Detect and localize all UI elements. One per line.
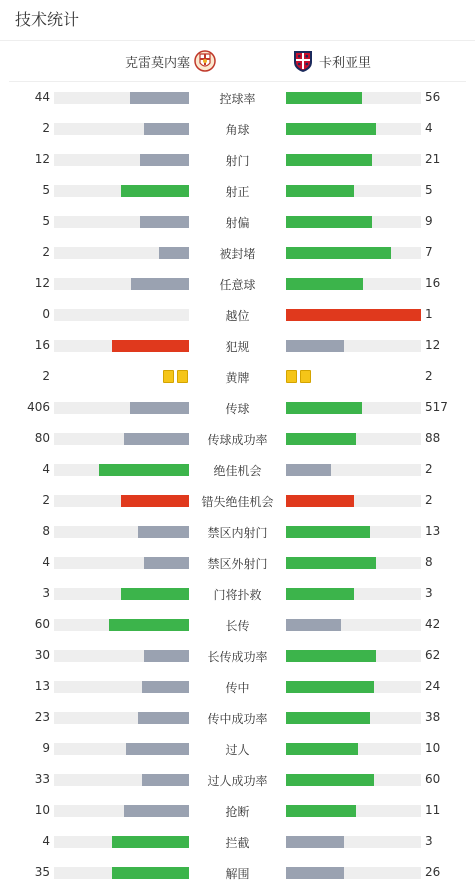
stat-label: 犯规 — [225, 340, 250, 354]
away-bar-track — [286, 743, 421, 755]
stat-row — [0, 423, 475, 454]
yellow-card-icon — [300, 370, 311, 383]
home-value: 44 — [34, 90, 50, 104]
home-bar-fill — [126, 743, 189, 755]
page-title: 技术统计 — [0, 0, 475, 41]
stat-label: 越位 — [225, 309, 250, 323]
away-bar-track — [286, 154, 421, 166]
home-bar-track — [54, 278, 189, 290]
away-bar-track — [286, 185, 421, 197]
away-value: 60 — [425, 772, 441, 786]
home-value: 5 — [42, 214, 50, 228]
away-value: 3 — [425, 834, 433, 848]
away-bar-fill — [286, 464, 331, 476]
home-bar-track — [54, 836, 189, 848]
away-bar-fill — [286, 712, 370, 724]
away-value: 9 — [425, 214, 433, 228]
stat-row — [0, 330, 475, 361]
home-value: 5 — [42, 183, 50, 197]
home-bar-track — [54, 247, 189, 259]
away-bar-fill — [286, 123, 376, 135]
away-value: 24 — [425, 679, 441, 693]
home-bar-fill — [144, 557, 189, 569]
away-bar-fill — [286, 805, 356, 817]
away-bar-track — [286, 92, 421, 104]
home-bar-track — [54, 867, 189, 879]
away-bar-track — [286, 247, 421, 259]
away-value: 13 — [425, 524, 441, 538]
cremonese-crest-icon — [194, 49, 216, 73]
home-value: 13 — [34, 679, 50, 693]
away-value: 5 — [425, 183, 433, 197]
stat-label: 任意球 — [219, 278, 256, 292]
home-bar-track — [54, 619, 189, 631]
home-value: 9 — [42, 741, 50, 755]
stat-row — [0, 671, 475, 702]
away-value: 56 — [425, 90, 441, 104]
home-bar-fill — [138, 526, 189, 538]
stat-row — [0, 485, 475, 516]
away-value: 26 — [425, 865, 441, 879]
home-bar-track — [54, 650, 189, 662]
home-bar-track — [54, 216, 189, 228]
home-value: 4 — [42, 555, 50, 569]
stat-label: 拦截 — [225, 836, 250, 850]
home-bar-fill — [112, 836, 189, 848]
stat-row — [0, 702, 475, 733]
away-bar-fill — [286, 433, 356, 445]
away-bar-fill — [286, 92, 362, 104]
home-value: 12 — [34, 276, 50, 290]
yellow-card-icon — [163, 370, 174, 383]
home-team-name: 克雷莫内塞 — [124, 55, 190, 71]
away-bar-track — [286, 340, 421, 352]
stat-label: 黄牌 — [225, 371, 250, 385]
away-value: 21 — [425, 152, 441, 166]
home-bar-fill — [140, 154, 189, 166]
stat-label: 错失绝佳机会 — [201, 495, 274, 509]
away-bar-fill — [286, 588, 354, 600]
stat-label: 传中 — [225, 681, 250, 695]
away-value: 8 — [425, 555, 433, 569]
home-value: 35 — [34, 865, 50, 879]
away-bar-track — [286, 712, 421, 724]
home-bar-fill — [121, 588, 189, 600]
home-value: 2 — [42, 121, 50, 135]
home-value: 2 — [42, 493, 50, 507]
home-bar-fill — [142, 681, 189, 693]
away-bar-fill — [286, 619, 341, 631]
stat-row — [0, 454, 475, 485]
stat-row — [0, 175, 475, 206]
home-value: 3 — [42, 586, 50, 600]
home-value: 80 — [34, 431, 50, 445]
yellow-card-icon — [177, 370, 188, 383]
stat-row — [0, 237, 475, 268]
home-bar-fill — [109, 619, 189, 631]
home-bar-fill — [144, 123, 189, 135]
away-bar-track — [286, 495, 421, 507]
home-value: 2 — [42, 369, 50, 383]
home-bar-track — [54, 340, 189, 352]
away-bar-fill — [286, 247, 391, 259]
away-bar-fill — [286, 557, 376, 569]
away-bar-fill — [286, 867, 344, 879]
away-yellow-cards — [286, 370, 311, 383]
away-value: 1 — [425, 307, 433, 321]
stat-row — [0, 764, 475, 795]
home-bar-track — [54, 92, 189, 104]
home-bar-track — [54, 185, 189, 197]
away-bar-fill — [286, 650, 376, 662]
stat-row — [0, 826, 475, 857]
stat-row — [0, 299, 475, 330]
away-value: 2 — [425, 493, 433, 507]
home-value: 2 — [42, 245, 50, 259]
away-bar-track — [286, 619, 421, 631]
home-bar-fill — [159, 247, 189, 259]
teams-header — [9, 41, 466, 82]
away-value: 517 — [425, 400, 448, 414]
home-bar-track — [54, 557, 189, 569]
away-bar-fill — [286, 836, 344, 848]
away-bar-fill — [286, 154, 372, 166]
stat-label: 抢断 — [225, 805, 250, 819]
away-bar-fill — [286, 402, 362, 414]
stat-row — [0, 268, 475, 299]
home-bar-track — [54, 743, 189, 755]
home-bar-fill — [121, 495, 189, 507]
away-bar-track — [286, 557, 421, 569]
home-bar-fill — [144, 650, 189, 662]
home-bar-fill — [131, 278, 189, 290]
home-value: 10 — [34, 803, 50, 817]
away-bar-track — [286, 588, 421, 600]
home-bar-track — [54, 309, 189, 321]
away-bar-fill — [286, 681, 374, 693]
away-bar-track — [286, 216, 421, 228]
stat-label: 长传 — [225, 619, 250, 633]
home-bar-fill — [112, 340, 189, 352]
home-bar-track — [54, 774, 189, 786]
home-team[interactable] — [125, 49, 216, 73]
home-bar-fill — [121, 185, 189, 197]
home-value: 0 — [42, 307, 50, 321]
stat-row — [0, 547, 475, 578]
stat-label: 射门 — [225, 154, 250, 168]
away-bar-fill — [286, 526, 370, 538]
away-value: 38 — [425, 710, 441, 724]
home-bar-fill — [138, 712, 189, 724]
stat-label: 门将扑救 — [213, 588, 262, 602]
stat-label: 被封堵 — [219, 247, 256, 261]
away-value: 7 — [425, 245, 433, 259]
away-value: 4 — [425, 121, 433, 135]
stat-label: 过人成功率 — [207, 774, 268, 788]
stat-row — [0, 857, 475, 888]
away-team[interactable] — [292, 49, 371, 73]
away-bar-fill — [286, 774, 374, 786]
away-bar-fill — [286, 278, 363, 290]
stat-label: 射正 — [225, 185, 250, 199]
home-bar-fill — [99, 464, 189, 476]
away-bar-fill — [286, 185, 354, 197]
stat-row — [0, 206, 475, 237]
stat-row — [0, 392, 475, 423]
home-bar-fill — [140, 216, 189, 228]
away-value: 3 — [425, 586, 433, 600]
away-bar-track — [286, 278, 421, 290]
away-bar-track — [286, 402, 421, 414]
stat-row — [0, 516, 475, 547]
home-value: 60 — [34, 617, 50, 631]
home-bar-track — [54, 154, 189, 166]
away-bar-track — [286, 681, 421, 693]
away-bar-track — [286, 464, 421, 476]
stat-label: 控球率 — [219, 92, 256, 106]
stat-row — [0, 144, 475, 175]
home-bar-fill — [124, 433, 189, 445]
away-bar-fill — [286, 495, 354, 507]
home-bar-fill — [112, 867, 189, 879]
home-bar-track — [54, 526, 189, 538]
away-bar-track — [286, 526, 421, 538]
home-value: 8 — [42, 524, 50, 538]
home-bar-fill — [142, 774, 189, 786]
stat-row — [0, 82, 475, 113]
yellow-card-icon — [286, 370, 297, 383]
stat-label: 绝佳机会 — [213, 464, 262, 478]
home-value: 23 — [34, 710, 50, 724]
stat-label: 长传成功率 — [207, 650, 268, 664]
home-bar-fill — [130, 92, 189, 104]
away-value: 62 — [425, 648, 441, 662]
stat-label: 过人 — [225, 743, 250, 757]
stat-label: 解围 — [225, 867, 250, 881]
home-bar-fill — [130, 402, 189, 414]
away-value: 42 — [425, 617, 441, 631]
stat-row — [0, 609, 475, 640]
away-value: 2 — [425, 462, 433, 476]
cagliari-crest-icon — [292, 49, 314, 73]
away-bar-track — [286, 433, 421, 445]
away-value: 12 — [425, 338, 441, 352]
home-bar-track — [54, 681, 189, 693]
away-value: 11 — [425, 803, 441, 817]
away-bar-fill — [286, 216, 372, 228]
home-value: 12 — [34, 152, 50, 166]
away-bar-track — [286, 123, 421, 135]
home-value: 33 — [34, 772, 50, 786]
home-bar-fill — [124, 805, 189, 817]
home-yellow-cards — [163, 370, 188, 383]
home-bar-track — [54, 464, 189, 476]
home-value: 4 — [42, 834, 50, 848]
away-bar-fill — [286, 743, 358, 755]
stat-row — [0, 733, 475, 764]
home-bar-track — [54, 402, 189, 414]
away-bar-fill — [286, 309, 421, 321]
stat-label: 传球成功率 — [207, 433, 268, 447]
away-bar-track — [286, 774, 421, 786]
home-bar-track — [54, 712, 189, 724]
away-bar-track — [286, 650, 421, 662]
stat-label: 禁区内射门 — [207, 526, 268, 540]
away-bar-track — [286, 309, 421, 321]
home-value: 16 — [34, 338, 50, 352]
stat-label: 传球 — [225, 402, 250, 416]
stat-label: 禁区外射门 — [207, 557, 268, 571]
home-bar-track — [54, 588, 189, 600]
stat-row — [0, 640, 475, 671]
away-bar-track — [286, 836, 421, 848]
stat-label: 传中成功率 — [207, 712, 268, 726]
stat-label: 角球 — [225, 123, 250, 137]
home-value: 406 — [27, 400, 50, 414]
home-value: 4 — [42, 462, 50, 476]
away-value: 2 — [425, 369, 433, 383]
stat-row — [0, 795, 475, 826]
away-bar-fill — [286, 340, 344, 352]
stat-row — [0, 113, 475, 144]
stat-label: 射偏 — [225, 216, 250, 230]
away-bar-track — [286, 867, 421, 879]
stat-row — [0, 361, 475, 392]
away-value: 88 — [425, 431, 441, 445]
away-team-name: 卡利亚里 — [319, 55, 372, 71]
away-bar-track — [286, 805, 421, 817]
away-value: 16 — [425, 276, 441, 290]
home-bar-track — [54, 433, 189, 445]
home-bar-track — [54, 805, 189, 817]
home-bar-track — [54, 123, 189, 135]
away-value: 10 — [425, 741, 441, 755]
home-value: 30 — [34, 648, 50, 662]
home-bar-track — [54, 495, 189, 507]
stat-row — [0, 578, 475, 609]
